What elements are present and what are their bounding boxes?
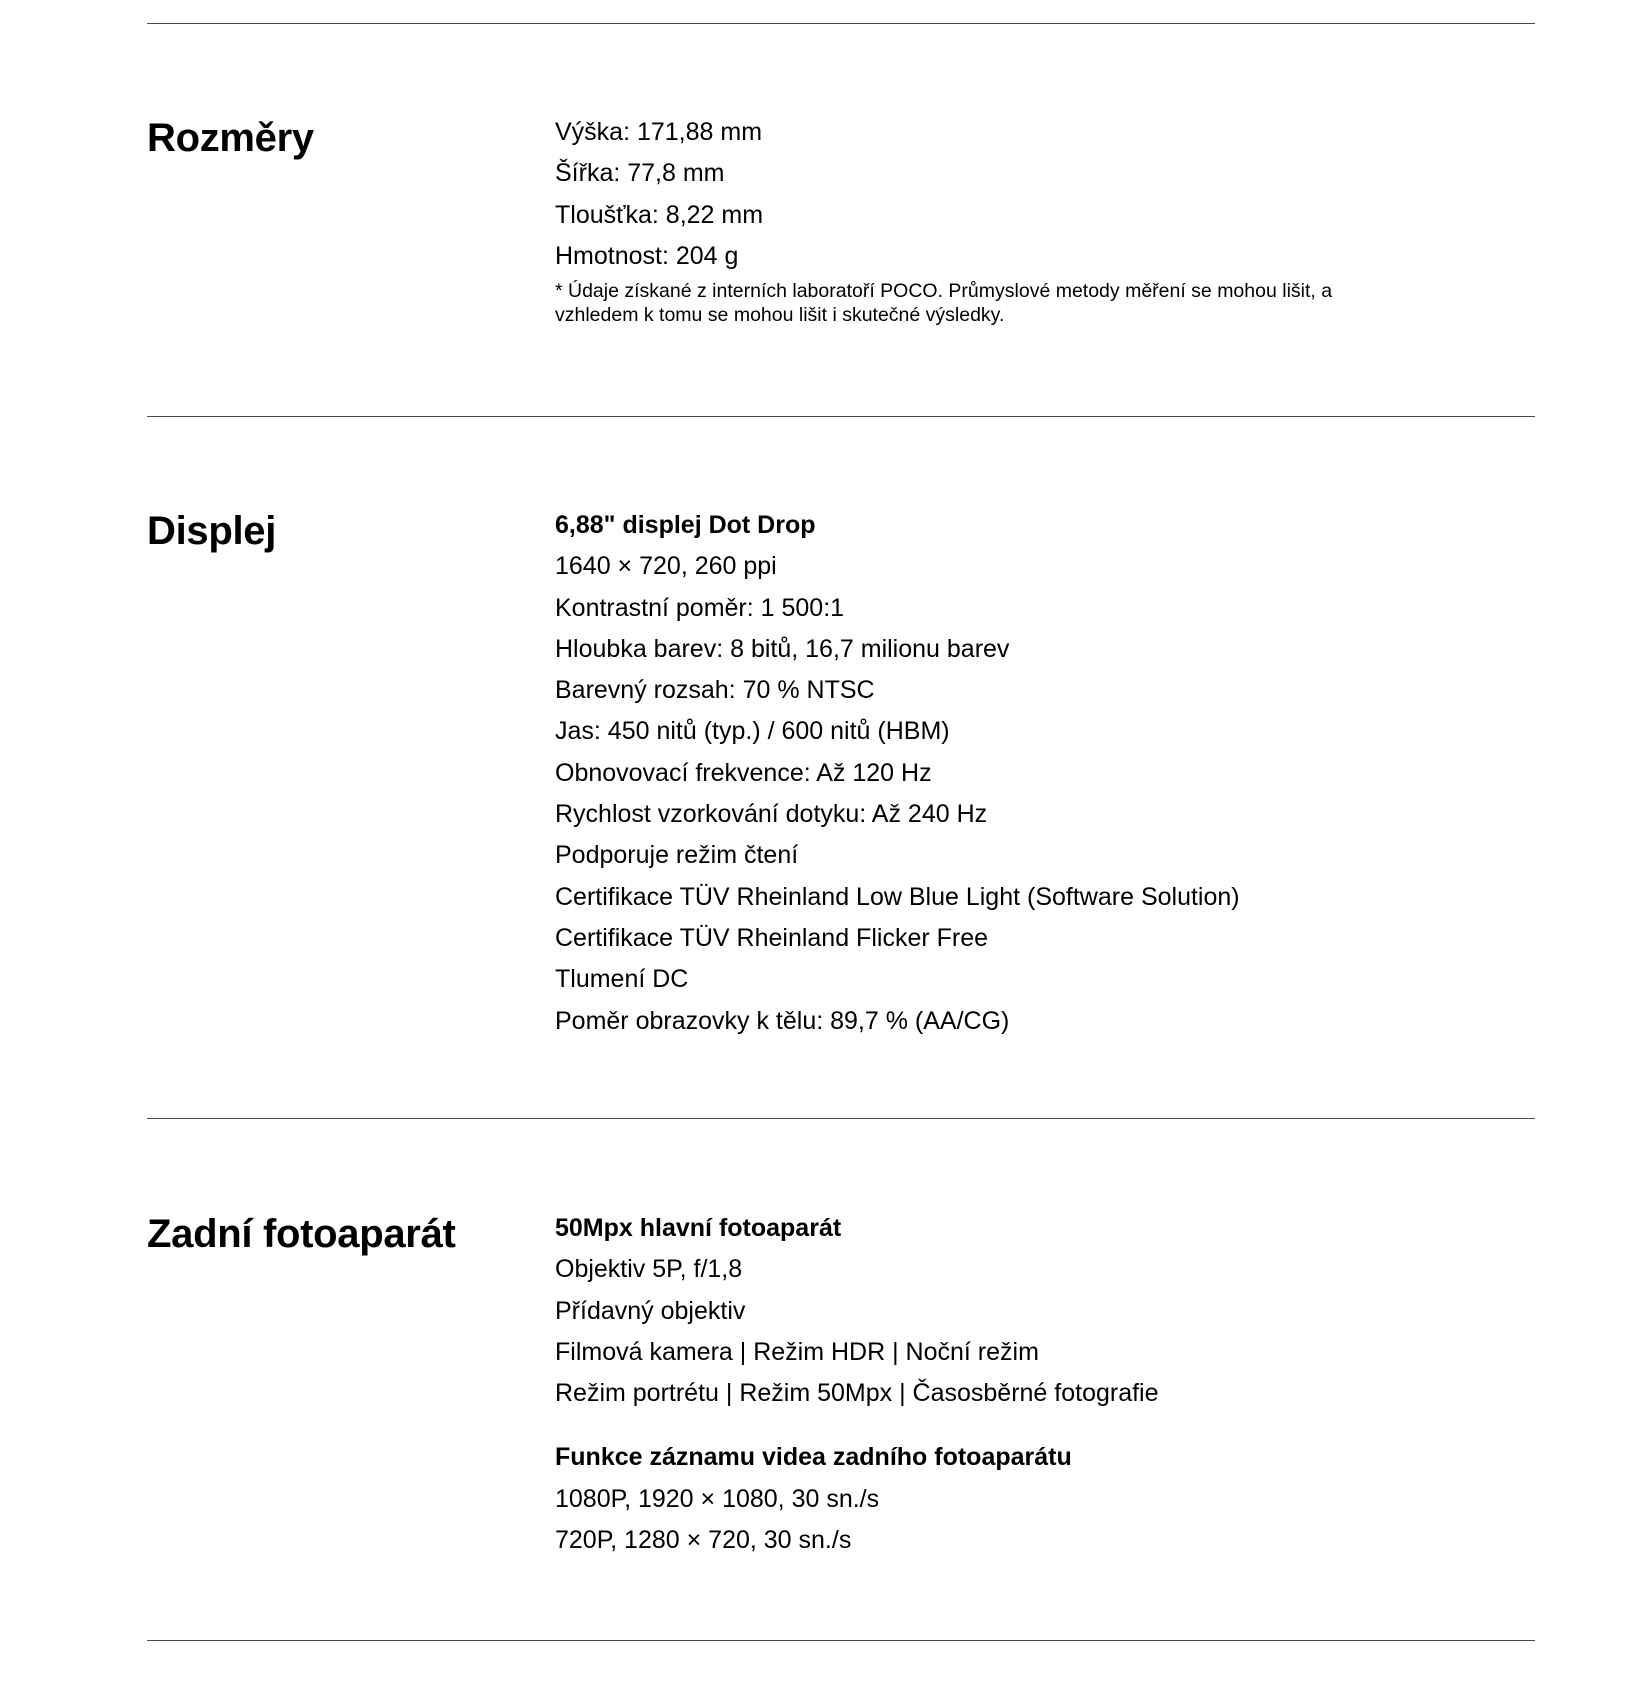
spec-refresh-rate: Obnovovací frekvence: Až 120 Hz — [555, 758, 932, 787]
spec-screen-to-body: Poměr obrazovky k tělu: 89,7 % (AA/CG) — [555, 1006, 1010, 1035]
spec-contrast: Kontrastní poměr: 1 500:1 — [555, 593, 845, 622]
spec-list-rear-camera — [555, 1208, 1455, 1561]
section-divider — [147, 1640, 1535, 1641]
spec-list-display — [555, 505, 1455, 1042]
spec-resolution: 1640 × 720, 260 ppi — [555, 552, 777, 581]
spec-heading-display: 6,88" displej Dot Drop — [555, 511, 816, 539]
spec-spacer — [555, 1414, 1455, 1437]
spec-flicker-free: Certifikace TÜV Rheinland Flicker Free — [555, 923, 989, 952]
spec-low-blue-light: Certifikace TÜV Rheinland Low Blue Light (Software Solution) — [555, 882, 1240, 911]
spec-touch-sampling: Rychlost vzorkování dotyku: Až 240 Hz — [555, 800, 988, 829]
spec-video-1080p: 1080P, 1920 × 1080, 30 sn./s — [555, 1484, 880, 1513]
spec-color-gamut: Barevný rozsah: 70 % NTSC — [555, 676, 875, 705]
spec-brightness: Jas: 450 nitů (typ.) / 600 nitů (HBM) — [555, 717, 950, 746]
spec-heading-main-camera: 50Mpx hlavní fotoaparát — [555, 1214, 842, 1242]
spec-auxiliary-lens: Přídavný objektiv — [555, 1296, 746, 1325]
spec-color-depth: Hloubka barev: 8 bitů, 16,7 milionu barev — [555, 634, 1010, 663]
spec-footnote: * Údaje získané z interních laboratoří POCO. Průmyslové metody měření se mohou lišit, a vzhledem k tomu se mohou lišit i skutečné výsledky. — [555, 280, 1333, 327]
section-title-rear-camera: Zadní fotoaparát — [147, 1212, 456, 1256]
spec-weight: Hmotnost: 204 g — [555, 241, 739, 270]
spec-lens: Objektiv 5P, f/1,8 — [555, 1255, 743, 1284]
spec-list-dimensions — [555, 112, 1455, 327]
section-divider — [147, 23, 1535, 24]
spec-width: Šířka: 77,8 mm — [555, 159, 725, 188]
section-title-dimensions: Rozměry — [147, 116, 314, 160]
spec-reading-mode: Podporuje režim čtení — [555, 841, 799, 870]
spec-camera-modes-2: Režim portrétu | Režim 50Mpx | Časosběrné fotografie — [555, 1379, 1159, 1408]
section-divider — [147, 1118, 1535, 1119]
spec-camera-modes-1: Filmová kamera | Režim HDR | Noční režim — [555, 1337, 1039, 1366]
spec-thickness: Tloušťka: 8,22 mm — [555, 200, 764, 229]
spec-heading-video: Funkce záznamu videa zadního fotoaparátu — [555, 1443, 1072, 1472]
spec-height: Výška: 171,88 mm — [555, 118, 763, 146]
section-divider — [147, 416, 1535, 417]
section-title-display: Displej — [147, 509, 277, 553]
spec-video-720p: 720P, 1280 × 720, 30 sn./s — [555, 1526, 852, 1555]
spec-dc-dimming: Tlumení DC — [555, 965, 689, 994]
